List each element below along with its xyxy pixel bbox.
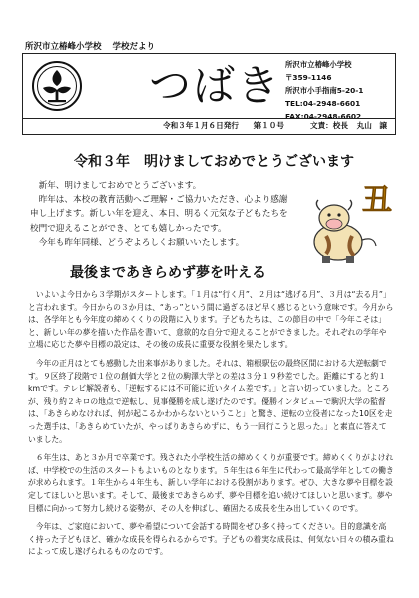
newsletter-kind: 学校だより xyxy=(112,42,155,52)
body-paragraph: いよいよ今日から３学期がスタートします。「１月は“行く月”、２月は“逃げる月”、３月は“去る月”」と言われます。今日からの３か月は、“あっ”という間に過ぎるほど早く感じるという意味です。今月からは、各学年とも今年度の締めくくりの段階に入ります。子どもたちは、この節目の中で「今年こそは」と、新しい年の夢を描いた作品を書いて、意欲的な自分で迎えることができました。それぞれの学年や立場に応じた夢や目標の設定は、その後の成長に重要な役割を果たします。 xyxy=(28,290,394,350)
zodiac-kanji: 丑 xyxy=(362,183,392,218)
issue-date: 令和３年１月６日発行 xyxy=(163,121,239,130)
issue-number: 第１０号 xyxy=(253,121,284,130)
author-label: 文責：校長 xyxy=(310,121,348,130)
greeting-paragraph: 今年も昨年同様、どうぞよろしくお願いいたします。 xyxy=(38,237,245,248)
top-bar xyxy=(25,40,393,52)
body-paragraph: ６年生は、あと３か月で卒業です。残された小学校生活の締めくくりが重要です。締めくくりがよければ、中学校での生活のスタートもよいものとなります。５年生は６年生に代わって最高学年としての働きが求められます。１年生から４年生も、新しい学年における役割があります。ぜひ、大きな夢や目標を設定してほしいと思います。そして、最後まであきらめず、夢や目標を追い続けてほしいと思います。夢や目標に向かって努力し続ける姿勢が、その人を伸ばし、確固たる成長を生み出していくのです。 xyxy=(28,453,394,513)
body-paragraph: 今年は、ご家庭において、夢や希望について会話する時間をぜひ多く持ってください。目的意識を高く持った子どもほど、確かな成長を得られるからです。子どもの着実な成長は、何気ない日々の積み重ねによって成し遂げられるものなのです。 xyxy=(28,522,394,557)
school-address-block xyxy=(285,58,363,123)
address-line: TEL:04-2948-6601 xyxy=(285,99,361,108)
section-body xyxy=(28,289,394,565)
address-line: FAX:04-2948-6602 xyxy=(285,112,362,121)
author-info xyxy=(310,120,393,131)
greeting-text xyxy=(30,179,292,250)
greeting-heading: 令和３年 明けましておめでとうございます xyxy=(74,154,354,170)
masthead-divider xyxy=(23,118,395,119)
school-emblem-icon xyxy=(31,60,83,112)
greeting-paragraph: 新年、明けましておめでとうございます。 xyxy=(38,181,202,191)
body-paragraph: 今年の正月はとても感動した出来事がありました。それは、箱根駅伝の最終区間における大逆転劇です。９区終了段階で１位の創価大学と２位の駒澤大学との差は３分１９秒差でした。距離にすると約１kmです。テレビ解説者も、「逆転するには不可能に近いタイム差です。」と言い切っていました。ところが、残り約２キロの地点で逆転し、見事優勝を成し遂げたのです。優勝インタビューで駒沢大学の監督は、「あきらめなければ、何が起こるかわからないということ」と驚き、逆転の立役者になった10区を走った選手は、「あきらめていたが、やっぱりあきらめずに、もう一回行こうと思った。」と素直に答えていました。 xyxy=(28,358,393,444)
greeting-paragraph: 昨年は、本校の教育活動へご理解・ご協力いただき、心より感謝申し上げます。新しい年を迎え、本日、明るく元気な子どもたちを校門で迎えることができ、とても嬉しかったです。 xyxy=(30,195,288,234)
newsletter-title: つばき xyxy=(149,61,282,110)
masthead xyxy=(22,53,396,135)
address-line: 〒359-1146 xyxy=(285,73,332,82)
issue-info xyxy=(163,120,296,131)
address-line: 所沢市小手指南5-20-1 xyxy=(285,86,364,95)
author-name: 丸山 譲 xyxy=(356,121,387,130)
section-heading: 最後まであきらめず夢を叶える xyxy=(70,265,266,281)
address-line: 所沢市立椿峰小学校 xyxy=(285,60,352,69)
school-name: 所沢市立椿峰小学校 xyxy=(25,42,102,52)
ox-illustration-icon xyxy=(296,176,402,272)
